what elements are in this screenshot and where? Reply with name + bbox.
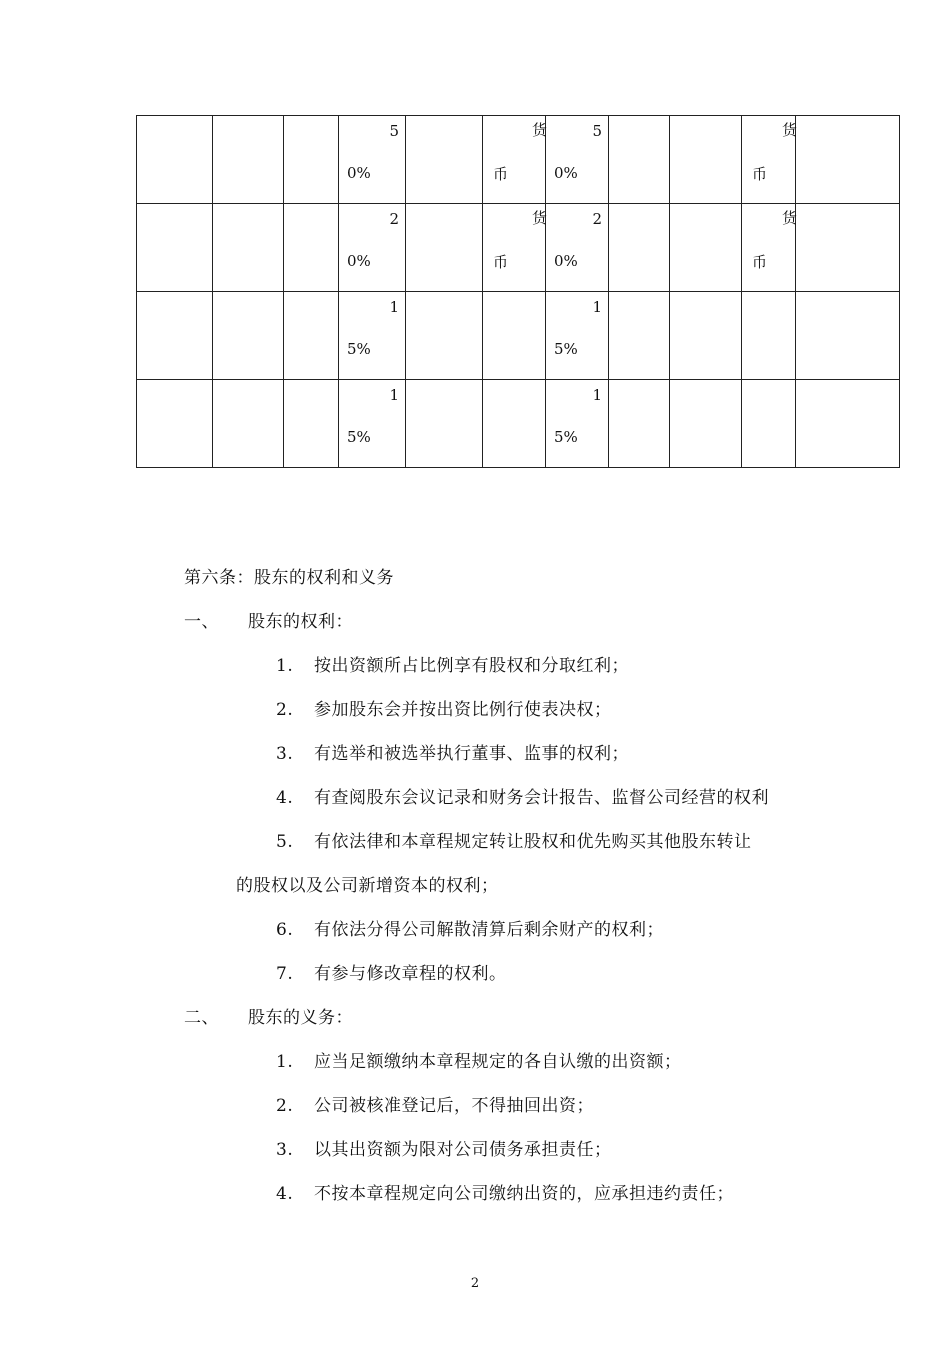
table-cell [406,380,483,468]
item-num: 2. [276,1096,294,1116]
percentage-cell [546,292,609,380]
percentage-cell [339,380,406,468]
table-cell [670,292,742,380]
table-cell [137,204,213,292]
percentage-text: 0% [554,164,578,182]
table-cell [406,292,483,380]
contribution-type-cell [483,116,546,204]
table-cell [213,380,284,468]
rights-item [276,651,629,676]
item-text: 有查阅股东会议记录和财务会计报告、监督公司经营的权利 [314,788,769,808]
percentage-text: 1 [592,298,602,316]
rights-item [276,915,664,940]
item-text: 不按本章程规定向公司缴纳出资的，应承担违约责任； [314,1184,734,1204]
duties-item [276,1091,594,1116]
duties-item [276,1135,612,1160]
percentage-text: 5% [554,428,578,446]
table-cell [796,380,900,468]
item-num: 4. [276,1184,294,1204]
table-cell [609,380,670,468]
percentage-text: 2 [389,210,399,228]
rights-item [276,827,752,852]
item-text: 参加股东会并按出资比例行使表决权； [314,700,612,720]
contribution-type-text: 币 [752,165,768,183]
table-cell [137,116,213,204]
table-row [137,292,900,380]
duties-item [276,1047,682,1072]
table-cell [670,380,742,468]
table-cell [670,116,742,204]
table-cell [137,292,213,380]
item-num: 6. [276,920,294,940]
percentage-text: 5 [389,122,399,140]
contribution-type-text: 货 [531,209,547,227]
contribution-type-cell [742,292,796,380]
rights-item [276,739,629,764]
table-row [137,380,900,468]
table-cell [796,116,900,204]
duties-heading-text: 股东的义务： [248,1008,353,1028]
item-text: 以其出资额为限对公司债务承担责任； [314,1140,612,1160]
item-num: 5. [276,832,294,852]
item-text: 按出资额所占比例享有股权和分取红利； [314,656,629,676]
rights-item [276,959,507,984]
table-cell [137,380,213,468]
duties-num: 二、 [184,1008,219,1028]
item-num: 2. [276,700,294,720]
percentage-cell [546,380,609,468]
percentage-text: 0% [347,164,371,182]
rights-item-continuation: 的股权以及公司新增资本的权利； [236,876,499,896]
percentage-cell [546,116,609,204]
table-cell [670,204,742,292]
item-num: 7. [276,964,294,984]
percentage-text: 0% [554,252,578,270]
item-text: 公司被核准登记后，不得抽回出资； [314,1096,594,1116]
item-num: 1. [276,1052,294,1072]
table-row [137,116,900,204]
percentage-text: 2 [592,210,602,228]
item-num: 1. [276,656,294,676]
contribution-type-cell [483,380,546,468]
contribution-type-cell [742,380,796,468]
item-num: 3. [276,744,294,764]
rights-heading [184,607,353,632]
item-text: 有参与修改章程的权利。 [314,964,507,984]
table-cell [284,204,339,292]
item-num: 4. [276,788,294,808]
contribution-type-text: 货 [781,209,797,227]
rights-num: 一、 [184,612,219,632]
table-cell [609,204,670,292]
item-text: 有选举和被选举执行董事、监事的权利； [314,744,629,764]
contribution-type-text: 币 [752,253,768,271]
contribution-type-cell [742,204,796,292]
contribution-type-cell [483,292,546,380]
contribution-type-text: 币 [493,165,509,183]
percentage-text: 5% [554,340,578,358]
percentage-cell [339,204,406,292]
table-cell [284,380,339,468]
table-cell [796,204,900,292]
percentage-cell [339,292,406,380]
item-num: 3. [276,1140,294,1160]
table-cell [213,292,284,380]
rights-item [276,783,769,808]
rights-heading-text: 股东的权利： [248,612,353,632]
table-cell [284,292,339,380]
duties-item [276,1179,734,1204]
table-cell [609,292,670,380]
table-cell [213,116,284,204]
percentage-cell [339,116,406,204]
shareholder-table [136,115,900,468]
table-cell [284,116,339,204]
page-number: 2 [470,1276,480,1291]
contribution-type-cell [483,204,546,292]
contribution-type-text: 币 [493,253,509,271]
item-text: 应当足额缴纳本章程规定的各自认缴的出资额； [314,1052,682,1072]
percentage-cell [546,204,609,292]
percentage-text: 0% [347,252,371,270]
table-cell [213,204,284,292]
percentage-text: 5% [347,340,371,358]
percentage-text: 5% [347,428,371,446]
table-cell [796,292,900,380]
table-cell [406,204,483,292]
percentage-text: 5 [592,122,602,140]
contribution-type-text: 货 [781,121,797,139]
table-row [137,204,900,292]
percentage-text: 1 [389,298,399,316]
table-cell [406,116,483,204]
article-title: 第六条：股东的权利和义务 [184,568,394,588]
rights-item [276,695,612,720]
item-text: 有依法律和本章程规定转让股权和优先购买其他股东转让 [314,832,752,852]
percentage-text: 1 [592,386,602,404]
table-cell [609,116,670,204]
duties-heading [184,1003,353,1028]
contribution-type-cell [742,116,796,204]
contribution-type-text: 货 [531,121,547,139]
percentage-text: 1 [389,386,399,404]
item-text: 有依法分得公司解散清算后剩余财产的权利； [314,920,664,940]
